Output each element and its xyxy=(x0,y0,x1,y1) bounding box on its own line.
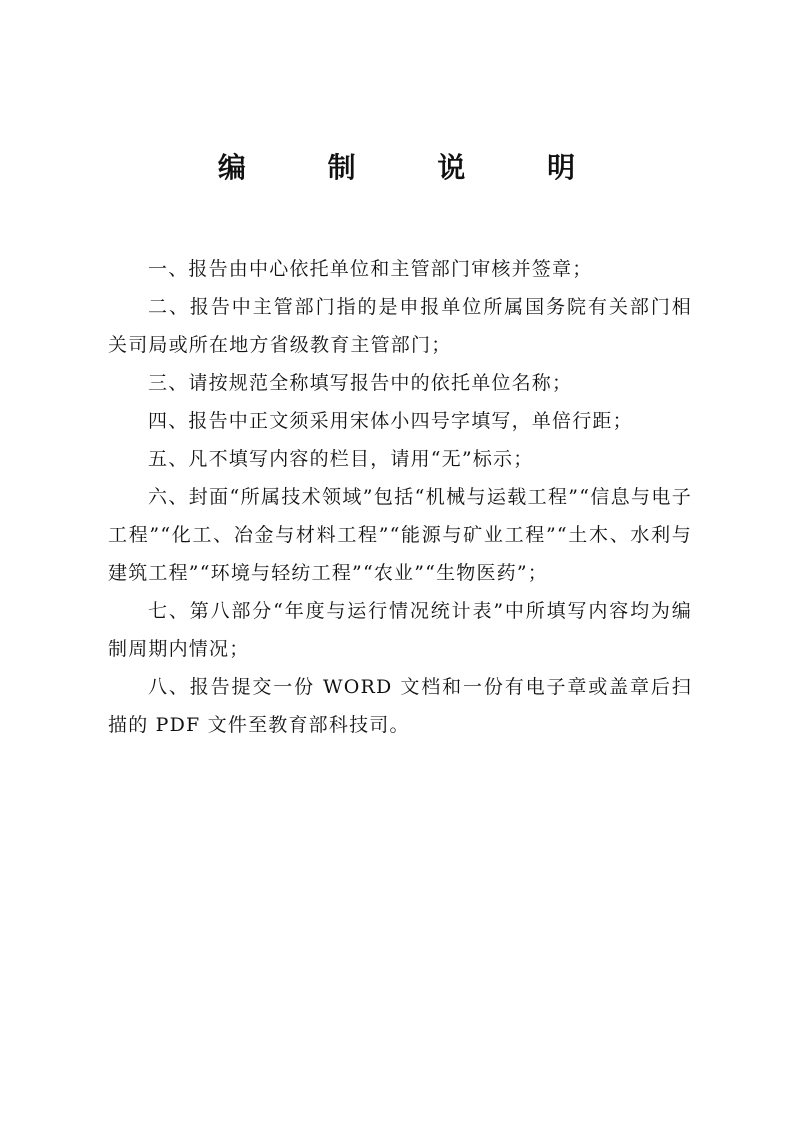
page-title: 编 制 说 明 xyxy=(217,151,612,184)
paragraph-8: 八、报告提交一份 WORD 文档和一份有电子章或盖章后扫描的 PDF 文件至教育部科技司。 xyxy=(108,676,692,736)
paragraph-5: 五、凡不填写内容的栏目，请用“无”标示； xyxy=(148,448,534,470)
paragraph-3: 三、请按规范全称填写报告中的依托单位名称； xyxy=(148,372,573,394)
paragraph-1: 一、报告由中心依托单位和主管部门审核并签章； xyxy=(148,258,593,280)
paragraph-2: 二、报告中主管部门指的是申报单位所属国务院有关部门相关司局或所在地方省级教育主管部门； xyxy=(108,296,692,356)
instructions-body xyxy=(108,250,692,744)
paragraph-4: 四、报告中正文须采用宋体小四号字填写，单倍行距； xyxy=(148,410,633,432)
paragraph-6: 六、封面“所属技术领域”包括“机械与运载工程”“信息与电子工程”“化工、冶金与材料工程”“能源与矿业工程”“土木、水利与建筑工程”“环境与轻纺工程”“农业”“生物医药”； xyxy=(108,486,692,584)
paragraph-7: 七、第八部分“年度与运行情况统计表”中所填写内容均为编制周期内情况； xyxy=(108,600,692,660)
